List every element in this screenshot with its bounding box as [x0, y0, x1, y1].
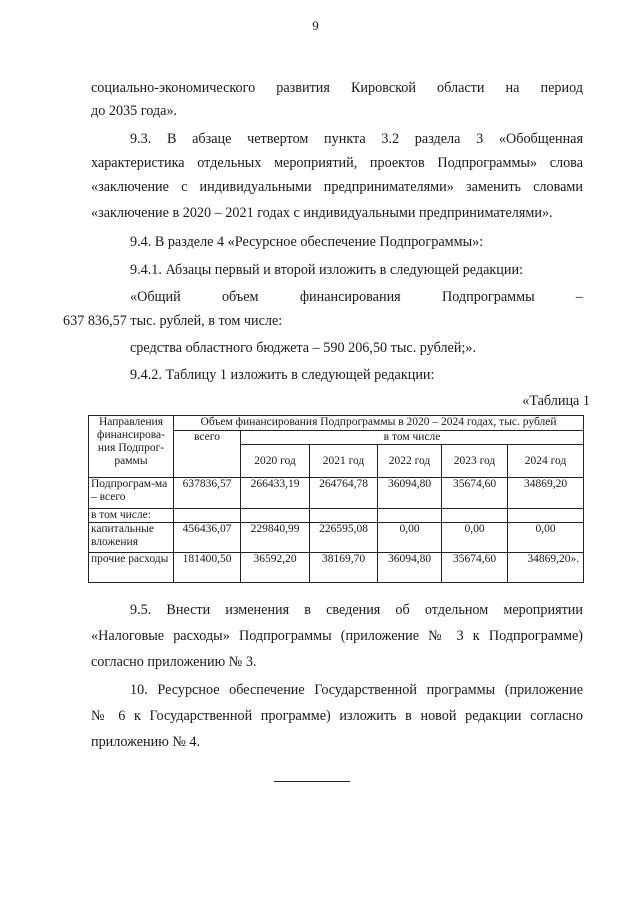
paragraph-line: № 6 к Государственной программе) изложить в новой редакции согласно — [91, 708, 583, 724]
page-number: 9 — [312, 18, 319, 33]
cell-value: 0,00 — [378, 523, 442, 553]
table-caption: «Таблица 1 — [522, 393, 590, 409]
cell-value: 0,00 — [442, 523, 508, 553]
table-row — [89, 478, 584, 509]
paragraph-line: «Общий объем финансирования Подпрограммы – — [130, 289, 583, 305]
cell-value: 34869,20 — [508, 478, 584, 509]
header-year: 2020 год — [241, 445, 310, 478]
header-total: всего — [174, 431, 241, 478]
paragraph-line: приложению № 4. — [91, 734, 201, 750]
paragraph-line: «заключение в 2020 – 2021 годах с индивидуальными предпринимателями». — [91, 205, 553, 221]
paragraph-line: социально-экономического развития Кировской области на период — [91, 80, 583, 96]
cell-value: 36592,20 — [241, 553, 310, 583]
table-row — [89, 553, 584, 583]
cell-value: 35674,60 — [442, 478, 508, 509]
cell-total: 181400,50 — [174, 553, 241, 583]
paragraph-line: 9.4.2. Таблицу 1 изложить в следующей редакции: — [130, 367, 435, 383]
header-volume: Объем финансирования Подпрограммы в 2020 – 2024 годах, тыс. рублей — [174, 416, 584, 431]
end-separator-line — [274, 781, 350, 782]
paragraph-line: «Налоговые расходы» Подпрограммы (приложение № 3 к Подпрограмме) — [91, 628, 583, 644]
row-label: прочие расходы — [89, 553, 174, 583]
cell-value: 266433,19 — [241, 478, 310, 509]
paragraph-line: «заключение с индивидуальными предпринимателями» заменить словами — [91, 179, 583, 195]
paragraph-line: характеристика отдельных мероприятий, проектов Подпрограммы» слова — [91, 155, 583, 171]
header-year: 2021 год — [310, 445, 378, 478]
paragraph-line: 9.3. В абзаце четвертом пункта 3.2 раздела 3 «Обобщенная — [130, 131, 583, 147]
header-including: в том числе — [241, 431, 584, 445]
paragraph-line: 10. Ресурсное обеспечение Государственной программы (приложение — [130, 682, 583, 698]
header-year: 2024 год — [508, 445, 584, 478]
paragraph-line: 9.5. Внести изменения в сведения об отдельном мероприятии — [130, 602, 583, 618]
financing-table — [88, 415, 584, 583]
cell-value: 36094,80 — [378, 478, 442, 509]
paragraph-line: средства областного бюджета – 590 206,50 тыс. рублей;». — [130, 340, 477, 356]
header-year: 2022 год — [378, 445, 442, 478]
header-direction: Направления финансирова-ния Подпрог-раммы — [89, 416, 174, 478]
cell-value: 0,00 — [508, 523, 584, 553]
cell-value: 226595,08 — [310, 523, 378, 553]
cell-value: 34869,20». — [508, 553, 584, 583]
paragraph-line: до 2035 года». — [91, 103, 178, 119]
row-label: в том числе: — [89, 509, 174, 523]
header-year: 2023 год — [442, 445, 508, 478]
row-label: Подпрограм-ма – всего — [89, 478, 174, 509]
paragraph-line: 637 836,57 тыс. рублей, в том числе: — [63, 313, 283, 329]
table-row — [89, 509, 584, 523]
cell-value: 35674,60 — [442, 553, 508, 583]
cell-total: 637836,57 — [174, 478, 241, 509]
paragraph-line: согласно приложению № 3. — [91, 654, 257, 670]
paragraph-line: 9.4. В разделе 4 «Ресурсное обеспечение Подпрограммы»: — [130, 234, 484, 250]
table-row — [89, 523, 584, 553]
cell-value: 229840,99 — [241, 523, 310, 553]
cell-value: 38169,70 — [310, 553, 378, 583]
paragraph-line: 9.4.1. Абзацы первый и второй изложить в следующей редакции: — [130, 262, 524, 278]
cell-value: 36094,80 — [378, 553, 442, 583]
cell-value: 264764,78 — [310, 478, 378, 509]
row-label: капитальные вложения — [89, 523, 174, 553]
cell-total: 456436,07 — [174, 523, 241, 553]
